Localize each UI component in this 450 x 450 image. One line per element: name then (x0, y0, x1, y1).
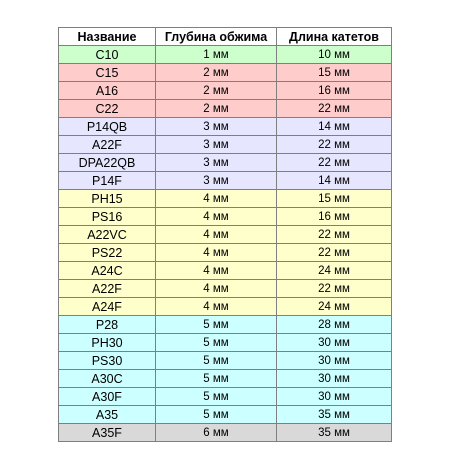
cell-depth: 2 мм (156, 64, 277, 82)
table-row (59, 172, 392, 190)
header-length: Длина катетов (277, 28, 392, 46)
table-row (59, 136, 392, 154)
cell-depth: 5 мм (156, 388, 277, 406)
cell-length: 22 мм (277, 226, 392, 244)
table-row (59, 316, 392, 334)
cell-depth: 4 мм (156, 244, 277, 262)
cell-depth: 6 мм (156, 424, 277, 442)
cell-name: P14QB (59, 118, 156, 136)
cell-name: C15 (59, 64, 156, 82)
table-header (59, 28, 392, 46)
cell-depth: 3 мм (156, 136, 277, 154)
cell-length: 16 мм (277, 82, 392, 100)
table-row (59, 154, 392, 172)
cell-length: 30 мм (277, 388, 392, 406)
table-row (59, 334, 392, 352)
table-row (59, 64, 392, 82)
cell-name: C22 (59, 100, 156, 118)
table-row (59, 82, 392, 100)
spec-table-container (58, 27, 392, 442)
table-body (59, 46, 392, 442)
cell-name: A35 (59, 406, 156, 424)
cell-depth: 4 мм (156, 280, 277, 298)
cell-depth: 5 мм (156, 316, 277, 334)
cell-name: A24C (59, 262, 156, 280)
cell-name: A22VC (59, 226, 156, 244)
cell-name: C10 (59, 46, 156, 64)
cell-name: P14F (59, 172, 156, 190)
cell-length: 35 мм (277, 406, 392, 424)
table-row (59, 226, 392, 244)
cell-length: 30 мм (277, 352, 392, 370)
cell-name: PH30 (59, 334, 156, 352)
cell-length: 24 мм (277, 298, 392, 316)
table-row (59, 370, 392, 388)
cell-depth: 2 мм (156, 82, 277, 100)
cell-length: 15 мм (277, 190, 392, 208)
cell-length: 14 мм (277, 172, 392, 190)
cell-length: 30 мм (277, 334, 392, 352)
cell-depth: 4 мм (156, 190, 277, 208)
cell-length: 22 мм (277, 136, 392, 154)
table-row (59, 118, 392, 136)
cell-length: 15 мм (277, 64, 392, 82)
cell-length: 22 мм (277, 244, 392, 262)
cell-depth: 5 мм (156, 352, 277, 370)
cell-name: A30C (59, 370, 156, 388)
cell-name: A22F (59, 136, 156, 154)
table-row (59, 262, 392, 280)
cell-depth: 4 мм (156, 298, 277, 316)
cell-name: P28 (59, 316, 156, 334)
cell-depth: 4 мм (156, 208, 277, 226)
spec-table (58, 27, 392, 442)
cell-depth: 1 мм (156, 46, 277, 64)
header-depth: Глубина обжима (156, 28, 277, 46)
cell-length: 10 мм (277, 46, 392, 64)
cell-length: 22 мм (277, 280, 392, 298)
cell-depth: 3 мм (156, 172, 277, 190)
cell-name: PS30 (59, 352, 156, 370)
cell-depth: 5 мм (156, 370, 277, 388)
cell-depth: 3 мм (156, 154, 277, 172)
cell-length: 14 мм (277, 118, 392, 136)
table-row (59, 352, 392, 370)
cell-length: 24 мм (277, 262, 392, 280)
cell-name: PH15 (59, 190, 156, 208)
table-row (59, 388, 392, 406)
cell-name: A24F (59, 298, 156, 316)
table-row (59, 190, 392, 208)
table-row (59, 280, 392, 298)
table-row (59, 46, 392, 64)
cell-length: 30 мм (277, 370, 392, 388)
cell-name: A35F (59, 424, 156, 442)
cell-length: 16 мм (277, 208, 392, 226)
cell-depth: 2 мм (156, 100, 277, 118)
cell-depth: 5 мм (156, 406, 277, 424)
cell-name: A22F (59, 280, 156, 298)
cell-name: A30F (59, 388, 156, 406)
header-row (59, 28, 392, 46)
cell-depth: 4 мм (156, 226, 277, 244)
cell-depth: 4 мм (156, 262, 277, 280)
cell-length: 28 мм (277, 316, 392, 334)
table-row (59, 406, 392, 424)
header-name: Название (59, 28, 156, 46)
cell-name: PS16 (59, 208, 156, 226)
cell-length: 22 мм (277, 100, 392, 118)
cell-length: 22 мм (277, 154, 392, 172)
table-row (59, 424, 392, 442)
table-row (59, 298, 392, 316)
cell-depth: 5 мм (156, 334, 277, 352)
cell-length: 35 мм (277, 424, 392, 442)
cell-name: A16 (59, 82, 156, 100)
cell-name: DPA22QB (59, 154, 156, 172)
table-row (59, 208, 392, 226)
table-row (59, 244, 392, 262)
table-row (59, 100, 392, 118)
cell-name: PS22 (59, 244, 156, 262)
cell-depth: 3 мм (156, 118, 277, 136)
